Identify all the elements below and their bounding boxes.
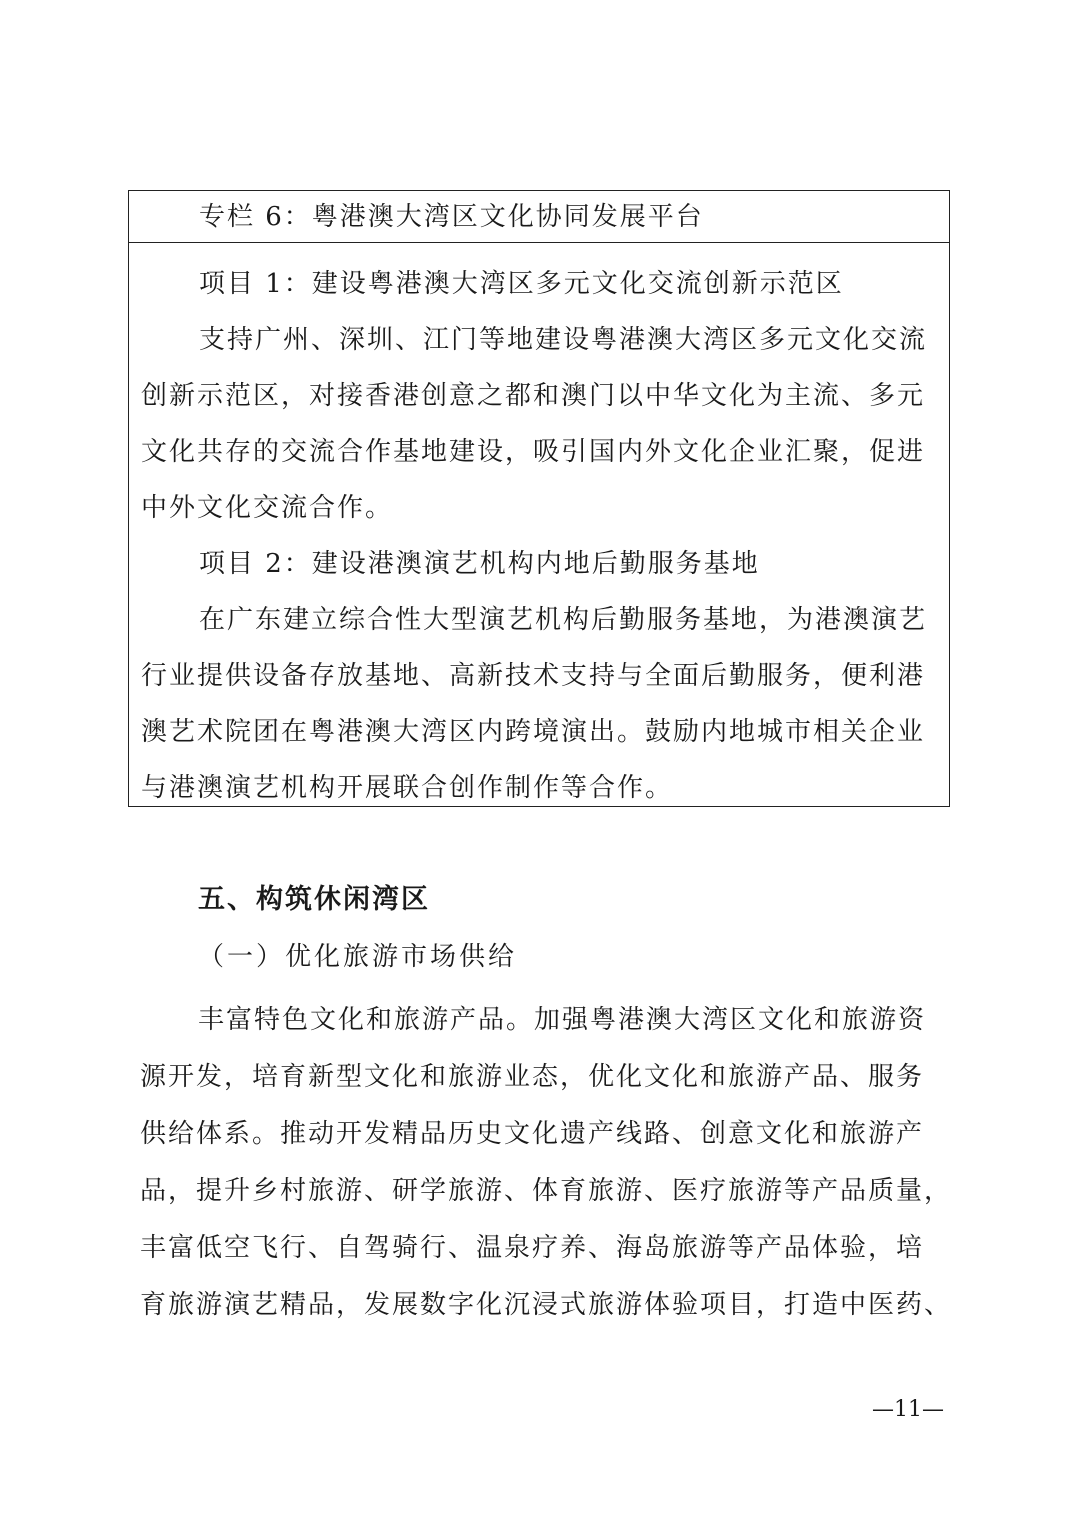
box-paragraph-line: 与港澳演艺机构开展联合创作制作等合作。	[141, 773, 674, 803]
feature-box-title: 专栏 6：粤港澳大湾区文化协同发展平台	[199, 202, 704, 232]
page-number: —11—	[872, 1397, 944, 1422]
section-subheading: （一）优化旅游市场供给	[198, 942, 518, 972]
feature-box-header	[129, 191, 949, 243]
body-line: 育旅游演艺精品，发展数字化沉浸式旅游体验项目，打造中医药、	[140, 1290, 953, 1320]
section-heading: 五、构筑休闲湾区	[198, 884, 430, 915]
project-2-title: 项目 2：建设港澳演艺机构内地后勤服务基地	[199, 549, 760, 579]
box-paragraph-line: 创新示范区，对接香港创意之都和澳门以中华文化为主流、多元	[141, 381, 926, 411]
box-paragraph-line: 在广东建立综合性大型演艺机构后勤服务基地，为港澳演艺	[199, 605, 928, 635]
body-line: 丰富低空飞行、自驾骑行、温泉疗养、海岛旅游等产品体验，培	[140, 1233, 925, 1263]
box-paragraph-line: 支持广州、深圳、江门等地建设粤港澳大湾区多元文化交流	[199, 325, 928, 355]
box-paragraph-line: 文化共存的交流合作基地建设，吸引国内外文化企业汇聚，促进	[141, 437, 926, 467]
body-line: 品，提升乡村旅游、研学旅游、体育旅游、医疗旅游等产品质量，	[140, 1176, 953, 1206]
body-line: 源开发，培育新型文化和旅游业态，优化文化和旅游产品、服务	[140, 1062, 925, 1092]
box-paragraph-line: 中外文化交流合作。	[141, 493, 394, 523]
project-1-title: 项目 1：建设粤港澳大湾区多元文化交流创新示范区	[199, 269, 844, 299]
body-line: 供给体系。推动开发精品历史文化遗产线路、创意文化和旅游产	[140, 1119, 925, 1149]
body-line: 丰富特色文化和旅游产品。加强粤港澳大湾区文化和旅游资	[198, 1005, 927, 1035]
box-paragraph-line: 澳艺术院团在粤港澳大湾区内跨境演出。鼓励内地城市相关企业	[141, 717, 926, 747]
feature-box	[128, 190, 950, 807]
box-paragraph-line: 行业提供设备存放基地、高新技术支持与全面后勤服务，便利港	[141, 661, 926, 691]
